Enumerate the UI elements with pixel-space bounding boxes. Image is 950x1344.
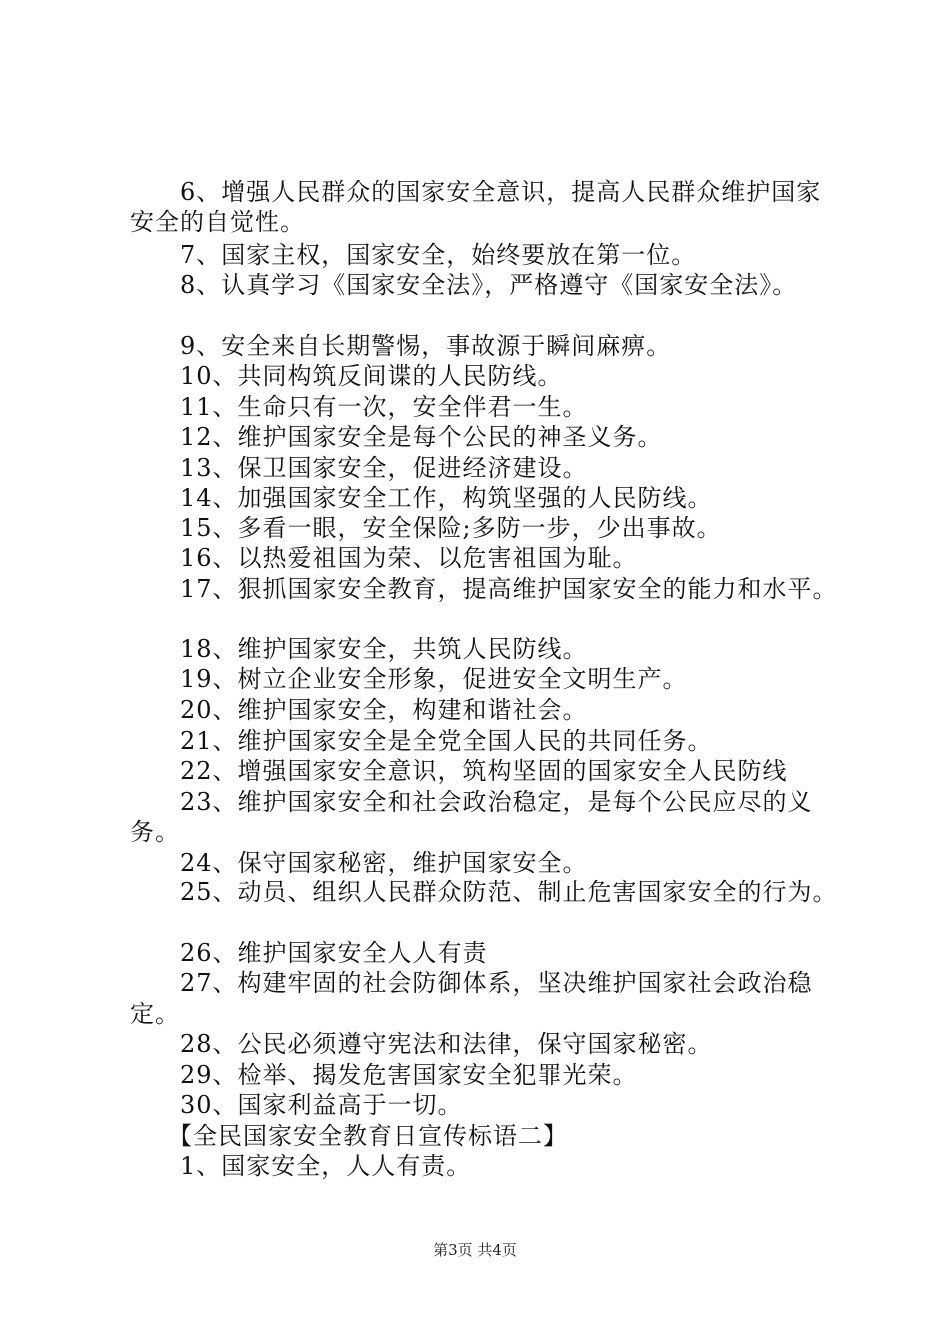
text-line: 9、安全来自长期警惕，事故源于瞬间麻痹。 — [130, 332, 672, 360]
text-line: 18、维护国家安全，共筑人民防线。 — [130, 635, 588, 663]
text-line: 安全的自觉性。 — [130, 208, 305, 236]
text-line: 12、维护国家安全是每个公民的神圣义务。 — [130, 423, 663, 451]
text-line: 7、国家主权，国家安全，始终要放在第一位。 — [130, 241, 697, 269]
text-line: 14、加强国家安全工作，构筑坚强的人民防线。 — [130, 484, 713, 512]
text-line: 29、检举、揭发危害国家安全犯罪光荣。 — [130, 1061, 638, 1089]
text-line: 27、构建牢固的社会防御体系，坚决维护国家社会政治稳 — [130, 969, 813, 997]
text-line: 务。 — [130, 818, 180, 846]
text-line: 1、国家安全，人人有责。 — [130, 1152, 472, 1180]
text-line: 21、维护国家安全是全党全国人民的共同任务。 — [130, 727, 713, 755]
text-line: 24、保守国家秘密，维护国家安全。 — [130, 849, 588, 877]
text-line: 30、国家利益高于一切。 — [130, 1091, 463, 1119]
text-line: 28、公民必须遵守宪法和法律，保守国家秘密。 — [130, 1030, 713, 1058]
text-line: 【全民国家安全教育日宣传标语二】 — [130, 1122, 568, 1150]
text-line: 20、维护国家安全，构建和谐社会。 — [130, 696, 588, 724]
text-line: 25、动员、组织人民群众防范、制止危害国家安全的行为。 — [130, 878, 838, 906]
text-line: 15、多看一眼，安全保险;多防一步，少出事故。 — [130, 514, 722, 542]
text-line: 8、认真学习《国家安全法》，严格遵守《国家安全法》。 — [130, 271, 798, 299]
text-line: 11、生命只有一次，安全伴君一生。 — [130, 393, 588, 421]
page-footer: 第3页 共4页 — [433, 1241, 517, 1259]
text-line: 17、狠抓国家安全教育，提高维护国家安全的能力和水平。 — [130, 575, 838, 603]
text-line: 22、增强国家安全意识，筑构坚固的国家安全人民防线 — [130, 757, 788, 785]
text-line: 19、树立企业安全形象，促进安全文明生产。 — [130, 665, 688, 693]
text-line: 16、以热爱祖国为荣、以危害祖国为耻。 — [130, 544, 638, 572]
text-line: 10、共同构筑反间谍的人民防线。 — [130, 362, 563, 390]
text-line: 23、维护国家安全和社会政治稳定，是每个公民应尽的义 — [130, 788, 813, 816]
text-line: 定。 — [130, 1000, 180, 1028]
text-line: 26、维护国家安全人人有责 — [130, 939, 488, 967]
text-line: 13、保卫国家安全，促进经济建设。 — [130, 454, 588, 482]
text-line: 6、增强人民群众的国家安全意识，提高人民群众维护国家 — [130, 178, 822, 206]
